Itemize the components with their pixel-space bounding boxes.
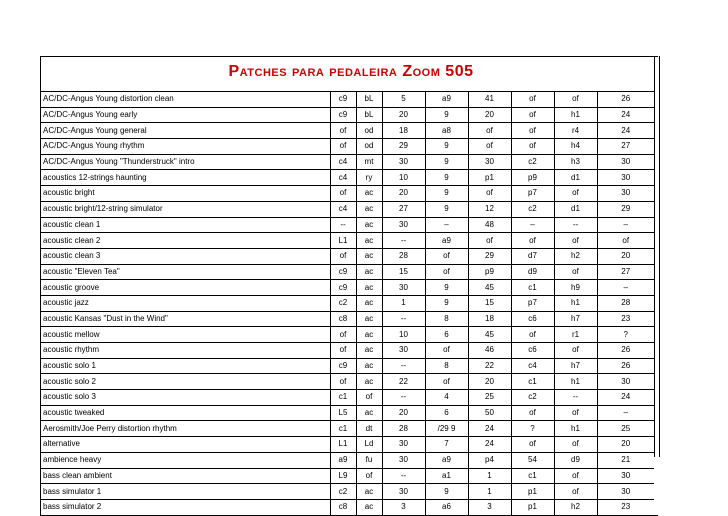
patch-value-cell: of — [356, 468, 382, 484]
patch-value-cell: c8 — [330, 499, 356, 514]
patch-value-cell: of — [511, 437, 554, 453]
patch-value-cell: -- — [382, 468, 425, 484]
table-row — [41, 437, 654, 453]
patch-value-cell: ac — [356, 295, 382, 311]
table-row — [41, 154, 654, 170]
patch-value-cell: 4 — [425, 390, 468, 406]
spreadsheet — [40, 56, 658, 516]
patch-value-cell: a1 — [425, 468, 468, 484]
patch-value-cell: od — [356, 123, 382, 139]
patch-value-cell: of — [425, 374, 468, 390]
patch-value-cell: 30 — [382, 280, 425, 296]
patch-value-cell: 25 — [597, 421, 654, 437]
patch-name-cell: acoustic bright — [41, 186, 330, 202]
patch-value-cell: of — [554, 264, 597, 280]
patch-value-cell: c9 — [330, 358, 356, 374]
double-rule — [654, 56, 660, 457]
patch-value-cell: 28 — [382, 421, 425, 437]
patch-value-cell: 10 — [382, 170, 425, 186]
patch-value-cell: -- — [330, 217, 356, 233]
table-row — [41, 264, 654, 280]
patch-name-cell: acoustic clean 3 — [41, 248, 330, 264]
patch-value-cell: p4 — [468, 452, 511, 468]
patch-name-cell: acoustic tweaked — [41, 405, 330, 421]
patch-value-cell: of — [468, 123, 511, 139]
patch-value-cell: c9 — [330, 280, 356, 296]
patch-value-cell: bL — [356, 92, 382, 108]
patch-value-cell: c9 — [330, 107, 356, 123]
patch-value-cell: 20 — [597, 437, 654, 453]
table-row — [41, 343, 654, 359]
patch-name-cell: ambience heavy — [41, 452, 330, 468]
patch-value-cell: 22 — [382, 374, 425, 390]
patch-value-cell: ac — [356, 343, 382, 359]
table-row — [41, 217, 654, 233]
patch-value-cell: of — [554, 484, 597, 500]
patch-value-cell: h1 — [554, 374, 597, 390]
patch-value-cell: of — [425, 248, 468, 264]
patch-value-cell: 30 — [382, 343, 425, 359]
patch-value-cell: 20 — [382, 405, 425, 421]
patch-value-cell: L1 — [330, 233, 356, 249]
patch-value-cell: of — [554, 233, 597, 249]
patch-name-cell: acoustic "Eleven Tea" — [41, 264, 330, 280]
patch-value-cell: a9 — [425, 92, 468, 108]
patch-value-cell: ? — [511, 421, 554, 437]
patch-value-cell: of — [330, 248, 356, 264]
patch-value-cell: h4 — [554, 139, 597, 155]
patch-value-cell: c9 — [330, 264, 356, 280]
patch-value-cell: h3 — [554, 154, 597, 170]
patch-value-cell: h2 — [554, 499, 597, 514]
patch-value-cell: h1 — [554, 107, 597, 123]
patch-value-cell: a9 — [330, 452, 356, 468]
patch-value-cell: of — [511, 107, 554, 123]
patch-value-cell: 22 — [468, 358, 511, 374]
patch-value-cell: ac — [356, 264, 382, 280]
patch-value-cell: of — [511, 327, 554, 343]
patch-value-cell: c6 — [511, 311, 554, 327]
patch-name-cell: acoustic solo 2 — [41, 374, 330, 390]
patch-value-cell: 46 — [468, 343, 511, 359]
patch-value-cell: 45 — [468, 280, 511, 296]
patch-value-cell: 6 — [425, 405, 468, 421]
patch-value-cell: 7 — [425, 437, 468, 453]
patch-name-cell: acoustic jazz — [41, 295, 330, 311]
patch-value-cell: of — [554, 405, 597, 421]
patch-value-cell: 8 — [425, 358, 468, 374]
table-row — [41, 358, 654, 374]
patch-value-cell: -- — [554, 217, 597, 233]
patch-name-cell: acoustic mellow — [41, 327, 330, 343]
patch-name-cell: alternative — [41, 437, 330, 453]
patch-value-cell: a8 — [425, 123, 468, 139]
patch-value-cell: – — [511, 217, 554, 233]
patch-value-cell: of — [554, 343, 597, 359]
patch-value-cell: d1 — [554, 201, 597, 217]
patch-value-cell: 21 — [597, 452, 654, 468]
patch-name-cell: acoustic clean 2 — [41, 233, 330, 249]
patch-value-cell: a6 — [425, 499, 468, 514]
patch-value-cell: 24 — [468, 437, 511, 453]
patch-value-cell: L9 — [330, 468, 356, 484]
table-row — [41, 327, 654, 343]
patch-value-cell: c8 — [330, 311, 356, 327]
patch-value-cell: of — [554, 186, 597, 202]
patch-value-cell: ? — [597, 327, 654, 343]
patch-value-cell: 24 — [468, 421, 511, 437]
patch-value-cell: c4 — [330, 154, 356, 170]
patch-value-cell: 30 — [382, 437, 425, 453]
table-row — [41, 499, 654, 514]
table-row — [41, 280, 654, 296]
patch-value-cell: 24 — [597, 390, 654, 406]
patch-value-cell: c2 — [511, 390, 554, 406]
patch-value-cell: c4 — [330, 170, 356, 186]
patch-value-cell: of — [330, 374, 356, 390]
patch-value-cell: mt — [356, 154, 382, 170]
patch-name-cell: AC/DC-Angus Young "Thunderstruck" intro — [41, 154, 330, 170]
patch-value-cell: ac — [356, 280, 382, 296]
patch-value-cell: c2 — [511, 154, 554, 170]
table-row — [41, 484, 654, 500]
patch-value-cell: 18 — [468, 311, 511, 327]
patch-value-cell: h1 — [554, 295, 597, 311]
table-row — [41, 468, 654, 484]
patch-value-cell: c4 — [511, 358, 554, 374]
patch-value-cell: ac — [356, 327, 382, 343]
patch-value-cell: d9 — [511, 264, 554, 280]
patch-value-cell: p7 — [511, 186, 554, 202]
patch-value-cell: of — [554, 92, 597, 108]
patch-value-cell: 25 — [468, 390, 511, 406]
patch-value-cell: 18 — [382, 123, 425, 139]
patch-value-cell: ac — [356, 499, 382, 514]
patch-value-cell: c1 — [330, 421, 356, 437]
table-row — [41, 405, 654, 421]
patch-value-cell: 15 — [382, 264, 425, 280]
patch-value-cell: p1 — [468, 170, 511, 186]
table-row — [41, 390, 654, 406]
patch-value-cell: of — [330, 139, 356, 155]
table-row — [41, 201, 654, 217]
patch-value-cell: of — [425, 343, 468, 359]
patch-value-cell: 54 — [511, 452, 554, 468]
patch-name-cell: acoustic rhythm — [41, 343, 330, 359]
patch-value-cell: of — [330, 327, 356, 343]
patch-value-cell: 9 — [425, 201, 468, 217]
page-title: Patches para pedaleira Zoom 505 — [228, 63, 474, 80]
table-row — [41, 295, 654, 311]
patch-value-cell: 9 — [425, 280, 468, 296]
patch-value-cell: c2 — [330, 484, 356, 500]
patch-value-cell: 9 — [425, 170, 468, 186]
patch-value-cell: c4 — [330, 201, 356, 217]
patch-value-cell: 29 — [597, 201, 654, 217]
patch-value-cell: 3 — [382, 499, 425, 514]
patch-value-cell: ac — [356, 201, 382, 217]
patch-value-cell: d1 — [554, 170, 597, 186]
patch-value-cell: 30 — [382, 154, 425, 170]
patch-name-cell: acoustic bright/12-string simulator — [41, 201, 330, 217]
patch-value-cell: of — [511, 123, 554, 139]
patch-value-cell: 9 — [425, 154, 468, 170]
patch-value-cell: 30 — [468, 154, 511, 170]
patch-value-cell: p9 — [511, 170, 554, 186]
patch-value-cell: h9 — [554, 280, 597, 296]
patch-value-cell: of — [330, 186, 356, 202]
patch-value-cell: -- — [382, 390, 425, 406]
patch-value-cell: 26 — [597, 343, 654, 359]
table-row — [41, 311, 654, 327]
patch-value-cell: – — [597, 280, 654, 296]
patch-value-cell: 30 — [382, 484, 425, 500]
patch-name-cell: Aerosmith/Joe Perry distortion rhythm — [41, 421, 330, 437]
patch-value-cell: r4 — [554, 123, 597, 139]
patch-value-cell: 23 — [597, 499, 654, 514]
patch-value-cell: of — [468, 139, 511, 155]
patch-value-cell: od — [356, 139, 382, 155]
patch-value-cell: L5 — [330, 405, 356, 421]
patch-value-cell: 20 — [382, 107, 425, 123]
patch-value-cell: 20 — [468, 374, 511, 390]
patch-name-cell: bass simulator 1 — [41, 484, 330, 500]
patch-value-cell: 1 — [468, 484, 511, 500]
patch-value-cell: of — [511, 405, 554, 421]
patch-value-cell: – — [597, 217, 654, 233]
patch-value-cell: of — [425, 264, 468, 280]
patch-value-cell: ac — [356, 374, 382, 390]
patch-value-cell: of — [554, 468, 597, 484]
patch-value-cell: 30 — [382, 217, 425, 233]
patch-value-cell: 24 — [597, 123, 654, 139]
patch-value-cell: 41 — [468, 92, 511, 108]
patch-value-cell: of — [511, 233, 554, 249]
patch-name-cell: acoustics 12-strings haunting — [41, 170, 330, 186]
patch-value-cell: 30 — [597, 374, 654, 390]
patch-value-cell: ac — [356, 233, 382, 249]
patch-name-cell: AC/DC-Angus Young general — [41, 123, 330, 139]
patch-value-cell: 45 — [468, 327, 511, 343]
patch-value-cell: 29 — [382, 139, 425, 155]
patch-value-cell: dt — [356, 421, 382, 437]
patch-value-cell: 26 — [597, 92, 654, 108]
patch-value-cell: of — [330, 123, 356, 139]
patch-value-cell: 29 — [468, 248, 511, 264]
patch-value-cell: 26 — [597, 358, 654, 374]
patch-value-cell: 5 — [382, 92, 425, 108]
patch-value-cell: c1 — [511, 374, 554, 390]
patch-value-cell: 12 — [468, 201, 511, 217]
patch-value-cell: of — [468, 186, 511, 202]
patch-name-cell: acoustic Kansas "Dust in the Wind" — [41, 311, 330, 327]
table-row — [41, 374, 654, 390]
patch-value-cell: 30 — [382, 452, 425, 468]
patch-value-cell: ac — [356, 217, 382, 233]
patch-value-cell: ac — [356, 311, 382, 327]
patch-value-cell: h1 — [554, 421, 597, 437]
patch-value-cell: 27 — [382, 201, 425, 217]
patch-value-cell: ac — [356, 358, 382, 374]
patch-value-cell: /29 9 — [425, 421, 468, 437]
patch-value-cell: p9 — [468, 264, 511, 280]
patch-value-cell: p1 — [511, 499, 554, 514]
table-row — [41, 107, 654, 123]
patch-value-cell: of — [554, 437, 597, 453]
patch-value-cell: of — [356, 390, 382, 406]
patch-name-cell: acoustic solo 1 — [41, 358, 330, 374]
patch-value-cell: h7 — [554, 311, 597, 327]
table-row — [41, 421, 654, 437]
patch-value-cell: 1 — [468, 468, 511, 484]
patch-value-cell: – — [425, 217, 468, 233]
patch-value-cell: 27 — [597, 139, 654, 155]
patch-name-cell: AC/DC-Angus Young distortion clean — [41, 92, 330, 108]
patch-value-cell: c1 — [330, 390, 356, 406]
patch-value-cell: – — [597, 405, 654, 421]
patch-value-cell: 20 — [382, 186, 425, 202]
patch-value-cell: 15 — [468, 295, 511, 311]
patch-value-cell: c1 — [511, 468, 554, 484]
patch-table — [41, 91, 654, 515]
patch-value-cell: c6 — [511, 343, 554, 359]
title-row — [41, 57, 658, 91]
table-row — [41, 170, 654, 186]
patch-value-cell: 9 — [425, 484, 468, 500]
patch-value-cell: c9 — [330, 92, 356, 108]
patch-value-cell: ry — [356, 170, 382, 186]
patch-value-cell: p7 — [511, 295, 554, 311]
patch-name-cell: AC/DC-Angus Young rhythm — [41, 139, 330, 155]
patch-value-cell: of — [597, 233, 654, 249]
table-body — [41, 92, 654, 515]
patch-value-cell: 24 — [597, 107, 654, 123]
patch-value-cell: 27 — [597, 264, 654, 280]
table-row — [41, 186, 654, 202]
patch-value-cell: c2 — [511, 201, 554, 217]
patch-value-cell: c1 — [511, 280, 554, 296]
patch-value-cell: 30 — [597, 154, 654, 170]
table-row — [41, 123, 654, 139]
patch-value-cell: bL — [356, 107, 382, 123]
patch-name-cell: acoustic groove — [41, 280, 330, 296]
patch-value-cell: -- — [382, 358, 425, 374]
patch-value-cell: 30 — [597, 186, 654, 202]
table-row — [41, 233, 654, 249]
patch-value-cell: of — [468, 233, 511, 249]
patch-value-cell: 10 — [382, 327, 425, 343]
patch-value-cell: -- — [554, 390, 597, 406]
patch-value-cell: 1 — [382, 295, 425, 311]
patch-name-cell: acoustic solo 3 — [41, 390, 330, 406]
patch-value-cell: 30 — [597, 468, 654, 484]
patch-value-cell: ac — [356, 484, 382, 500]
patch-value-cell: 23 — [597, 311, 654, 327]
patch-value-cell: p1 — [511, 484, 554, 500]
patch-value-cell: 20 — [597, 248, 654, 264]
patch-value-cell: c2 — [330, 295, 356, 311]
patch-value-cell: a9 — [425, 452, 468, 468]
patch-value-cell: 9 — [425, 139, 468, 155]
patch-name-cell: bass simulator 2 — [41, 499, 330, 514]
patch-value-cell: of — [511, 92, 554, 108]
patch-value-cell: h2 — [554, 248, 597, 264]
patch-value-cell: 9 — [425, 295, 468, 311]
patch-name-cell: bass clean ambient — [41, 468, 330, 484]
patch-value-cell: of — [511, 139, 554, 155]
patch-value-cell: 30 — [597, 170, 654, 186]
table-row — [41, 139, 654, 155]
patch-value-cell: fu — [356, 452, 382, 468]
patch-value-cell: d7 — [511, 248, 554, 264]
patch-value-cell: h7 — [554, 358, 597, 374]
patch-value-cell: Ld — [356, 437, 382, 453]
patch-value-cell: 9 — [425, 186, 468, 202]
patch-value-cell: r1 — [554, 327, 597, 343]
patch-value-cell: 28 — [382, 248, 425, 264]
patch-value-cell: 9 — [425, 107, 468, 123]
patch-value-cell: ac — [356, 405, 382, 421]
patch-value-cell: 20 — [468, 107, 511, 123]
patch-value-cell: a9 — [425, 233, 468, 249]
patch-value-cell: -- — [382, 233, 425, 249]
patch-value-cell: ac — [356, 186, 382, 202]
patch-value-cell: of — [330, 343, 356, 359]
patch-name-cell: AC/DC-Angus Young early — [41, 107, 330, 123]
table-row — [41, 92, 654, 108]
patch-value-cell: 48 — [468, 217, 511, 233]
patch-value-cell: -- — [382, 311, 425, 327]
patch-name-cell: acoustic clean 1 — [41, 217, 330, 233]
patch-value-cell: 6 — [425, 327, 468, 343]
patch-value-cell: L1 — [330, 437, 356, 453]
patch-value-cell: d9 — [554, 452, 597, 468]
patch-value-cell: 3 — [468, 499, 511, 514]
table-row — [41, 248, 654, 264]
patch-value-cell: ac — [356, 248, 382, 264]
patch-value-cell: 30 — [597, 484, 654, 500]
patch-value-cell: 50 — [468, 405, 511, 421]
patch-value-cell: 28 — [597, 295, 654, 311]
table-row — [41, 452, 654, 468]
patch-value-cell: 8 — [425, 311, 468, 327]
